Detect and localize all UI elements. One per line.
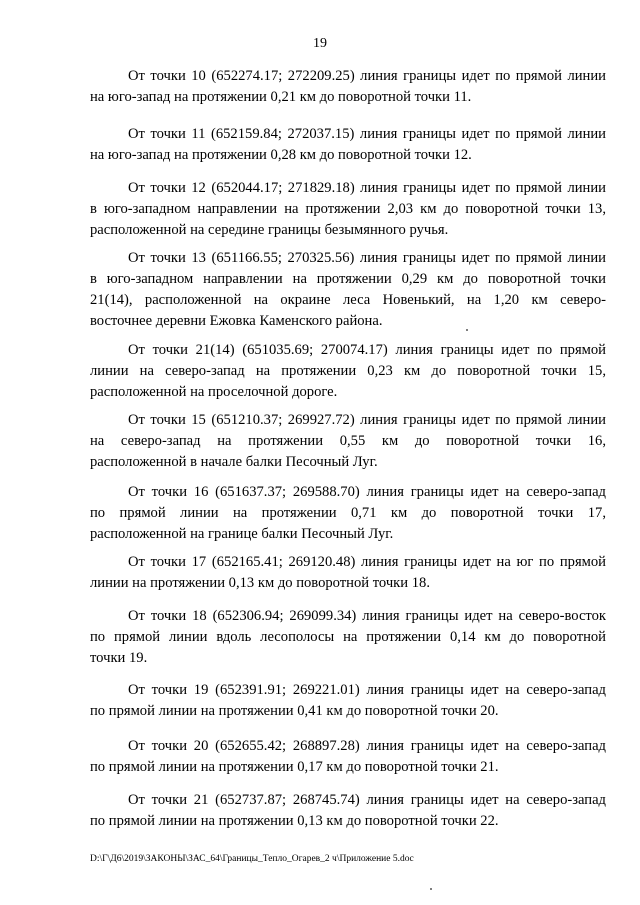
paragraph-line: по прямой линии на протяжении 0,71 км до поворотной точки 17, (90, 505, 606, 521)
paragraph-point-20 (90, 736, 606, 778)
paragraph-point-10 (90, 66, 606, 108)
speck-mark (466, 329, 468, 331)
page-number: 19 (313, 36, 327, 51)
paragraph-line: От точки 11 (652159.84; 272037.15) линия границы идет по прямой линии (128, 126, 606, 142)
file-path-footer: D:\Г\Д6\2019\ЗАКОНЫ\ЗАС_64\Границы_Тепло_Огарев_2 ч\Приложение 5.doc (90, 854, 414, 864)
paragraph-point-19 (90, 680, 606, 722)
paragraph-line: 21(14), расположенной на окраине леса Новенький, на 1,20 км северо- (90, 292, 606, 308)
paragraph-point-11 (90, 124, 606, 166)
paragraph-point-21-14 (90, 340, 606, 403)
paragraph-line: От точки 10 (652274.17; 272209.25) линия границы идет по прямой линии (128, 68, 606, 84)
paragraph-line: От точки 21 (652737.87; 268745.74) линия границы идет на северо-запад (128, 792, 606, 808)
paragraph-point-17 (90, 552, 606, 594)
paragraph-line: по прямой линии вдоль лесополосы на протяжении 0,14 км до поворотной (90, 629, 606, 645)
speck-mark (430, 888, 432, 890)
paragraph-line: линии на северо-запад на протяжении 0,23 км до поворотной точки 15, (90, 363, 606, 379)
paragraph-line: расположенной на середине границы безымянного ручья. (90, 222, 449, 238)
paragraph-point-15 (90, 410, 606, 473)
paragraph-line: в юго-западном направлении на протяжении 0,29 км до поворотной точки (90, 271, 606, 287)
paragraph-line: по прямой линии на протяжении 0,17 км до поворотной точки 21. (90, 759, 499, 775)
paragraph-line: линии на протяжении 0,13 км до поворотной точки 18. (90, 575, 430, 591)
paragraph-line: От точки 12 (652044.17; 271829.18) линия границы идет по прямой линии (128, 180, 606, 196)
paragraph-line: расположенной на проселочной дороге. (90, 384, 338, 400)
paragraph-line: точки 19. (90, 650, 148, 666)
paragraph-line: по прямой линии на протяжении 0,13 км до поворотной точки 22. (90, 813, 499, 829)
paragraph-line: расположенной в начале балки Песочный Луг. (90, 454, 378, 470)
paragraph-line: расположенной на границе балки Песочный Луг. (90, 526, 394, 542)
paragraph-line: в юго-западном направлении на протяжении 2,03 км до поворотной точки 13, (90, 201, 606, 217)
paragraph-line: От точки 21(14) (651035.69; 270074.17) линия границы идет по прямой (128, 342, 606, 358)
paragraph-line: на юго-запад на протяжении 0,21 км до поворотной точки 11. (90, 89, 472, 105)
paragraph-point-13 (90, 248, 606, 332)
paragraph-point-16 (90, 482, 606, 545)
paragraph-line: восточнее деревни Ежовка Каменского района. (90, 313, 383, 329)
paragraph-line: От точки 19 (652391.91; 269221.01) линия границы идет на северо-запад (128, 682, 606, 698)
paragraph-line: От точки 20 (652655.42; 268897.28) линия границы идет на северо-запад (128, 738, 606, 754)
paragraph-line: От точки 13 (651166.55; 270325.56) линия границы идет по прямой линии (128, 250, 606, 266)
paragraph-line: по прямой линии на протяжении 0,41 км до поворотной точки 20. (90, 703, 499, 719)
paragraph-point-18 (90, 606, 606, 669)
paragraph-line: От точки 15 (651210.37; 269927.72) линия границы идет по прямой линии (128, 412, 606, 428)
paragraph-line: От точки 18 (652306.94; 269099.34) линия границы идет на северо-восток (128, 608, 606, 624)
paragraph-line: От точки 17 (652165.41; 269120.48) линия границы идет на юг по прямой (128, 554, 606, 570)
paragraph-line: От точки 16 (651637.37; 269588.70) линия границы идет на северо-запад (128, 484, 606, 500)
paragraph-point-12 (90, 178, 606, 241)
paragraph-line: на северо-запад на протяжении 0,55 км до поворотной точки 16, (90, 433, 606, 449)
paragraph-point-21 (90, 790, 606, 832)
paragraph-line: на юго-запад на протяжении 0,28 км до поворотной точки 12. (90, 147, 472, 163)
